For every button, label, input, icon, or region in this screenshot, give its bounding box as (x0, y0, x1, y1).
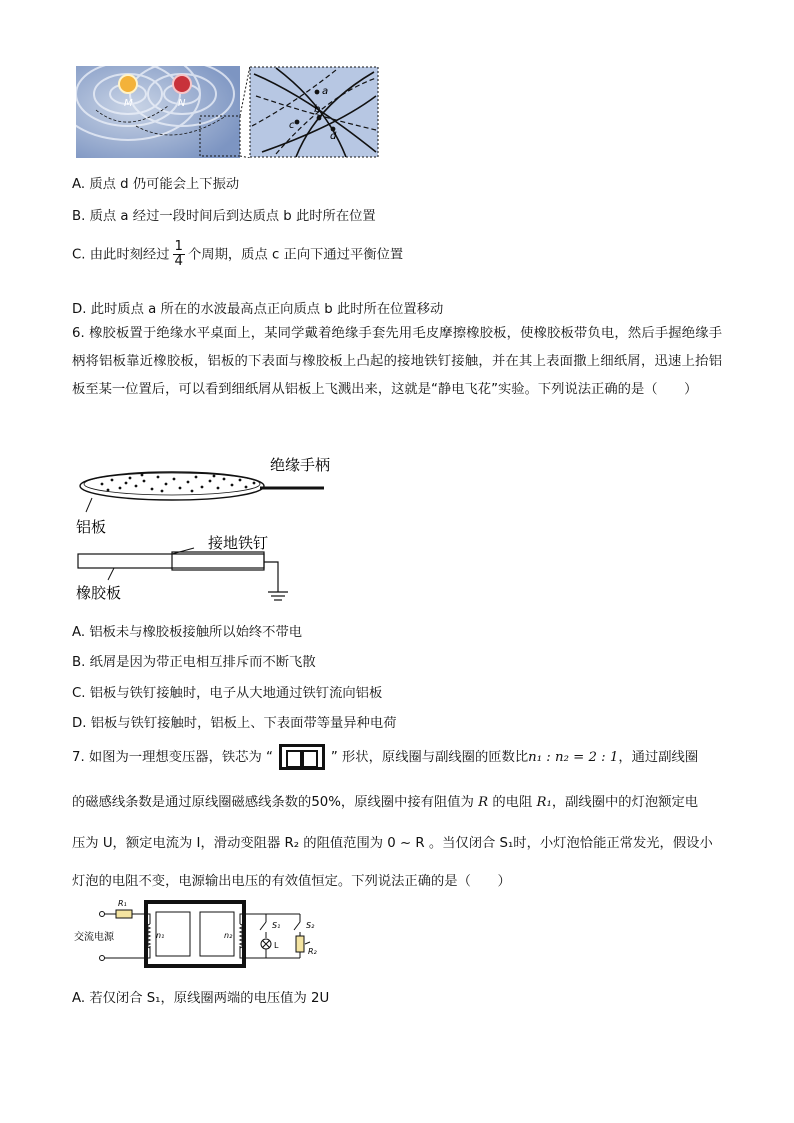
lamp-icon (261, 939, 271, 949)
iron-core-icon (279, 744, 325, 770)
label-a: a (322, 86, 329, 97)
ground-icon (268, 592, 288, 600)
q5-option-c: C. 由此时刻经过 $\frac{1}{4}$ 个周期，质点 c 正向下通过平衡位置 (72, 239, 404, 269)
q7-option-a: A. 若仅闭合 S₁，原线圈两端的电压值为 2U (72, 991, 330, 1006)
label-nail: 接地铁钉 (208, 534, 269, 552)
q7-circuit (72, 894, 342, 974)
source-M-icon (119, 75, 137, 93)
electrostatic-figure-svg (72, 450, 372, 610)
wave-figure-svg (76, 66, 380, 158)
wave-photo (76, 66, 240, 158)
source-N-icon (173, 75, 191, 93)
q6-option-a: A. 铝板未与橡胶板接触所以始终不带电 (72, 625, 303, 640)
q5-option-b: B. 质点 a 经过一段时间后到达质点 b 此时所在位置 (72, 209, 376, 224)
label-plate: 铝板 (76, 518, 107, 536)
q7-line-3: 压为 U，额定电流为 I，滑动变阻器 R₂ 的阻值范围为 0 ~ R 。当仅闭合 S₁时，小灯泡恰能正常发光，假设小 (72, 836, 713, 851)
svg-text:S₁: S₁ (272, 921, 281, 930)
turns-ratio: n₁ : n₂ = 2 : 1 (528, 750, 619, 765)
wave-figure (76, 66, 380, 158)
rheostat-r2 (296, 936, 304, 952)
q5-option-d: D. 此时质点 a 所在的水波最高点正向质点 b 此时所在位置移动 (72, 302, 444, 317)
q5-option-a: A. 质点 d 仍可能会上下振动 (72, 177, 240, 192)
q7-line-1: 7. 如图为一理想变压器，铁芯为 “ ” 形状，原线圈与副线圈的匝数比n₁ : n₂ = 2 : 1，通过副线圈 (72, 744, 698, 770)
q7-line-4: 灯泡的电阻不变，电源输出电压的有效值恒定。下列说法正确的是（ ） (72, 874, 511, 889)
label-source: 交流电源 (74, 932, 114, 943)
label-d: d (330, 131, 337, 142)
label-c: c (289, 120, 295, 131)
q6-option-b: B. 纸屑是因为带正电相互排斥而不断飞散 (72, 655, 316, 670)
label-rubber: 橡胶板 (76, 584, 122, 602)
fraction: $\frac{1}{4}$ (174, 239, 183, 269)
wave-zoom-diagram (250, 67, 378, 157)
label-N: N (178, 98, 186, 109)
switch-s2 (294, 922, 300, 930)
switch-s1 (260, 922, 266, 930)
svg-text:R₁: R₁ (118, 899, 127, 908)
svg-text:n₁: n₁ (156, 931, 165, 940)
svg-text:R₂: R₂ (308, 947, 317, 956)
resistor-r1 (116, 910, 132, 918)
svg-text:n₂: n₂ (224, 931, 233, 940)
label-b: b (314, 104, 321, 115)
label-handle: 绝缘手柄 (270, 456, 331, 474)
svg-text:L: L (274, 941, 279, 950)
q6-stem: 6. 橡胶板置于绝缘水平桌面上，某同学戴着绝缘手套先用毛皮摩擦橡胶板，使橡胶板带负电，然后手握绝缘手柄将铝板靠近橡胶板，铝板的下表面与橡胶板上凸起的接地铁钉接触，并在其上表面撒上细纸屑，迅速上抬铝板至某一位置后，可以看到细纸屑从铝板上飞溅出来，这就是“静电飞花”实验。下列说法正确的是（ ） (72, 326, 722, 397)
transformer-circuit-svg (72, 894, 342, 974)
q6-option-d: D. 铝板与铁钉接触时，铝板上、下表面带等量异种电荷 (72, 716, 397, 731)
label-M: M (124, 98, 133, 109)
rubber-plate (78, 554, 264, 568)
q7-line-2: 的磁感线条数是通过原线圈磁感线条数的50%，原线圈中接有阻值为 R 的电阻 R₁，副线圈中的灯泡额定电 (72, 795, 699, 810)
q6-figure (72, 450, 372, 610)
svg-text:S₂: S₂ (306, 921, 315, 930)
q6-option-c: C. 铝板与铁钉接触时，电子从大地通过铁钉流向铝板 (72, 686, 383, 701)
